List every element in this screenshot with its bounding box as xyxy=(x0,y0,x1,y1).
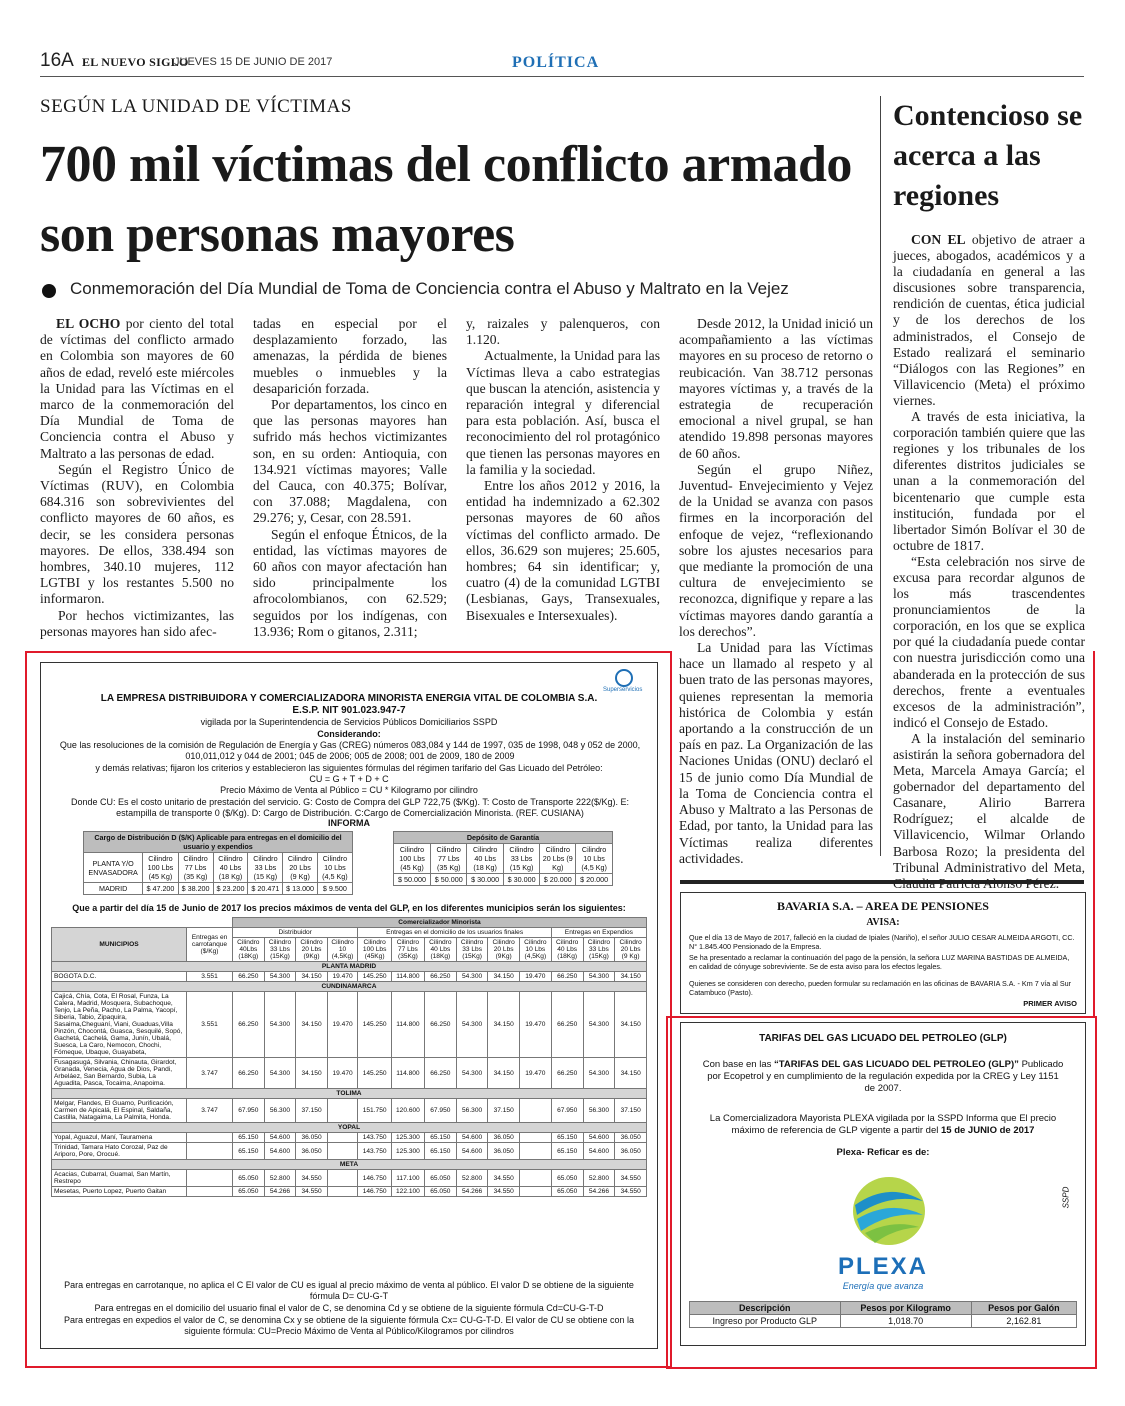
table-cell: 1,018.70 xyxy=(840,1315,971,1328)
plexa-p1b: “TARIFAS DEL GAS LICUADO DEL PETROLEO (GLP)” xyxy=(774,1059,1019,1070)
table-header: Cilindro 20 Lbs (9 Kg) xyxy=(540,844,576,874)
table-cell: 36.050 xyxy=(615,1133,647,1143)
table-cell: 34.550 xyxy=(296,1170,327,1187)
table-header: Cilindro 20 Lbs (9 Kg) xyxy=(283,853,317,883)
table-header: Cilindro 20 Lbs (9Kg) xyxy=(488,938,519,962)
distribuidor-header: Distribuidor xyxy=(233,928,358,938)
precios-intro: Que a partir del día 15 de Junio de 2017 los precios máximos de venta del GLP, en los diferentes municipios serán los siguientes: xyxy=(72,903,626,913)
table-cell: 143.750 xyxy=(358,1143,391,1160)
comercializador-header: Comercializador Minorista xyxy=(233,918,647,928)
table-cell: 66.250 xyxy=(424,972,456,982)
table-header: Cilindro 33 Lbs (15 Kg) xyxy=(248,853,283,883)
table-cell: 151.750 xyxy=(358,1099,391,1123)
table-header: Cilindro 10 (4,5Kg) xyxy=(327,938,358,962)
table-cell: 66.250 xyxy=(551,1058,583,1089)
table-header: Cilindro 100 Lbs (45Kg) xyxy=(358,938,391,962)
table-cell: $ 20.000 xyxy=(576,874,613,886)
cargo-title: Cargo de Distribución D ($/K) Aplicable para entregas en el domicilio del usuario y expendios xyxy=(84,832,353,853)
paragraph: A través de esta iniciativa, la corporación también quiere que las regiones y los tribunales de los diferentes distritos judiciales se unan a la conmemoración del bicentenario que cumple esta institución, fundada por el libertador Simón Bolívar el 30 de octubre de 1817. xyxy=(893,409,1085,553)
table-cell: $ 13.000 xyxy=(283,883,317,895)
table-header: Cilindro 20 Lbs (9Kg) xyxy=(296,938,327,962)
table-cell: 125.300 xyxy=(391,1143,424,1160)
notice-title: LA EMPRESA DISTRIBUIDORA Y COMERCIALIZADORA MINORISTA ENERGIA VITAL DE COLOMBIA S.A. xyxy=(100,693,598,704)
municipio-cell: Trinidad, Tamara Hato Corozal, Paz de Ariporo, Pore, Orocué. xyxy=(52,1143,187,1160)
paragraph: por ciento del total de víctimas del conflicto armado en Colombia son mayores de 60 años de edad, reveló este miércoles la Unidad para las Víctimas en el marco de la conmemoración del Día Mundial de Toma de Conciencia contra el Abuso y Maltrato a las personas de edad. xyxy=(40,316,234,461)
table-header: Cilindro 33 Lbs (15Kg) xyxy=(264,938,296,962)
table-cell: Ingreso por Producto GLP xyxy=(690,1315,841,1328)
plexa-p1c: Publicado por Ecopetrol y en cumplimiento de la regulación expedida por la CREG y Ley 1151 de 2007. xyxy=(707,1059,1064,1094)
municipio-cell: Fusagasugá, Silvania, Chinauta, Girardot, Granada, Venecia, Agua de Dios, Pandi, Arbeláez, San Bernardo, Subia, La Aguadita, Pasca, Tocaima, Anapoima. xyxy=(52,1058,187,1089)
table-cell: 36.050 xyxy=(296,1143,327,1160)
municipio-cell: Acacias, Cubarral, Guamal, San Martín, Restrepo xyxy=(52,1170,187,1187)
table-cell: 34.550 xyxy=(615,1187,647,1197)
table-cell: 34.150 xyxy=(488,992,519,1058)
table-cell: 54.300 xyxy=(456,992,488,1058)
plexa-refi: Plexa- Reficar es de: xyxy=(836,1147,930,1158)
plexa-brand: PLEXA xyxy=(837,1253,928,1280)
table-header: Cilindro 10 Lbs (4,5 Kg) xyxy=(576,844,613,874)
group-header: TOLIMA xyxy=(52,1089,647,1099)
notice-resolutions-2: y demás relativas; fijaron los criterios y establecieron las siguientes fórmulas del régimen tarifario del Gas Licuado del Petróleo: xyxy=(95,763,603,773)
table-cell: 54.300 xyxy=(583,972,615,982)
table-header: Cilindro 20 Lbs (9 Kg) xyxy=(615,938,647,962)
paragraph: Según el grupo Niñez, Juventud- Envejecimiento y Vejez de la Unidad se avanza con pasos firmes en la incorporación del enfoque de vejez, “reflexionando sobre los ajustes necesarios para que mediante la promoción de una cultura de envejecimiento se reconozca, dignifique y repare a las víctimas mayores dando garantía a los derechos”. xyxy=(679,461,873,639)
table-cell: 34.150 xyxy=(296,972,327,982)
notice-nit: E.S.P. NIT 901.023.947-7 xyxy=(292,705,406,716)
table-cell: 54.300 xyxy=(264,972,296,982)
group-header: PLANTA MADRID xyxy=(52,962,647,972)
notice-vigilada: vigilada por la Superintendencia de Servicios Públicos Domiciliarios SSPD xyxy=(200,717,498,727)
bullet-icon xyxy=(42,284,56,298)
bavaria-p3: Quienes se consideren con derecho, pueden formular su reclamación en las oficinas de BAVARIA S.A. - Km 7 vía al Sur Catambuco (Pasto). xyxy=(689,979,1072,997)
table-cell: $ 38.200 xyxy=(178,883,213,895)
table-cell: 19.470 xyxy=(519,1058,551,1089)
table-cell: 52.800 xyxy=(456,1170,488,1187)
article-column-2 xyxy=(253,316,447,640)
table-cell: 34.150 xyxy=(488,1058,519,1089)
table-cell: 37.150 xyxy=(296,1099,327,1123)
table-cell: 66.250 xyxy=(424,1058,456,1089)
table-header: Cilindro 33 Lbs (15Kg) xyxy=(456,938,488,962)
table-cell: 146.750 xyxy=(358,1187,391,1197)
bavaria-aviso: PRIMER AVISO xyxy=(1023,999,1077,1008)
plexa-p2b: 15 de JUNIO de 2017 xyxy=(941,1125,1035,1136)
superservicios-logo-text: Superservicios xyxy=(603,687,643,693)
table-cell: 65.150 xyxy=(424,1143,456,1160)
municipio-cell: Mesetas, Puerto Lopez, Puerto Gaitan xyxy=(52,1187,187,1197)
table-cell: 54.300 xyxy=(264,992,296,1058)
table-header: PLANTA Y/O ENVASADORA xyxy=(84,853,143,883)
table-header: Cilindro 77 Lbs (35Kg) xyxy=(391,938,424,962)
formula-cu: CU = G + T + D + C xyxy=(309,774,389,784)
paragraph: Entre los años 2012 y 2016, la entidad ha indemnizado a 62.302 personas mayores de 60 años víctimas del conflicto armado. De ellos, 36.629 son mujeres; 25.605, hombres; 64 sin identificar; y, cuatro (4) de la comunidad LGTBI (Lesbianas, Gays, Transexuales, Bisexuales e Intersexuales). xyxy=(466,478,660,623)
table-cell: 65.050 xyxy=(551,1170,583,1187)
expendios-header: Entregas en Expendios xyxy=(551,928,646,938)
group-header: YOPAL xyxy=(52,1123,647,1133)
article-column-3 xyxy=(466,316,660,624)
table-cell: 67.950 xyxy=(424,1099,456,1123)
table-cell: 66.250 xyxy=(233,972,265,982)
domicilio-header: Entregas en el domicilio de los usuarios finales xyxy=(358,928,551,938)
table-cell: 146.750 xyxy=(358,1170,391,1187)
notice-informa: INFORMA xyxy=(328,818,370,828)
paragraph: Actualmente, la Unidad para las Víctimas lleva a cabo estrategias que buscan la atención, asistencia y reparación integral y diferencial para esta población. Así, busca el reconocimiento del rol protagónico que tienen las personas mayores en la familia y la sociedad. xyxy=(466,348,660,477)
table-cell: 54.600 xyxy=(456,1143,488,1160)
table-cell: 34.550 xyxy=(296,1187,327,1197)
table-cell: 2,162.81 xyxy=(971,1315,1076,1328)
carrotanque-header: Entregas en carrotanque ($/Kg) xyxy=(187,928,233,962)
table-cell: 34.150 xyxy=(488,972,519,982)
municipio-cell: Melgar, Flandes, El Guamo, Purificación, Carmen de Apicalá, El Espinal, Saldaña, Castilla, Natagaima, La Palmita, Honda. xyxy=(52,1099,187,1123)
table-cell: 120.600 xyxy=(391,1099,424,1123)
table-cell: $ 30.000 xyxy=(467,874,503,886)
table-cell: $ 23.200 xyxy=(213,883,248,895)
footnote-domicilio: Para entregas en el domicilio del usuario final el valor de C, se denomina Cd y se obtiene de la siguiente fórmula Cd=CU-G-T-D xyxy=(94,1303,604,1313)
table-cell: 54.600 xyxy=(456,1133,488,1143)
paragraph: A la instalación del seminario asistirán la señora gobernadora del Meta, Marcela Amaya García; el gobernador del departamento del Casanare, Alirio Barrera Rodríguez; el alcalde de Villavicencio, Wilmar Orlando Barbosa Rozo; la presidenta del Tribunal Administrativo del Meta, xyxy=(893,730,1085,875)
group-header: META xyxy=(52,1160,647,1170)
table-header: Pesos por Galón xyxy=(971,1302,1076,1315)
table-cell: 125.300 xyxy=(391,1133,424,1143)
table-header: Cilindro 33 Lbs (15Kg) xyxy=(583,938,615,962)
table-cell: 65.150 xyxy=(551,1143,583,1160)
table-cell: 34.550 xyxy=(488,1170,519,1187)
table-cell: 54.600 xyxy=(583,1143,615,1160)
paragraph: tadas en especial por el desplazamiento forzado, las amenazas, la pérdida de bienes muebles o inmuebles y la desaparición forzada. xyxy=(253,316,447,396)
table-cell: 19.470 xyxy=(519,992,551,1058)
paragraph: Por departamentos, los cinco en que las personas mayores han sufrido más hechos victimizantes son, en su orden: Antioquia, con 134.921 víctimas mayores; Valle del Cauca, con 40.375; Bolívar, con 37.088; Magdalena, con 29.276; y, Cesar, con 28.591. xyxy=(253,397,447,526)
table-cell: 36.050 xyxy=(488,1143,519,1160)
table-cell: 66.250 xyxy=(424,992,456,1058)
paragraph: Por hechos victimizantes, las personas mayores han sido afec- xyxy=(40,607,234,639)
highlight-outline xyxy=(666,1016,1097,1369)
table-cell: 54.266 xyxy=(264,1187,296,1197)
formula-definitions: Donde CU: Es el costo unitario de prestación del servicio. G: Costo de Compra del GLP 722,75 ($/Kg). T: Costo de Transporte 222($/Kg). E: estampilla de transporte 0 ($/Kg). D: Cargo de Distribución. C:Cargo de Comercialización Minorista. (REF. CUSIANA) xyxy=(71,797,629,818)
lead-in: EL OCHO xyxy=(56,316,121,331)
table-cell: $ 30.000 xyxy=(503,874,539,886)
article-column-1 xyxy=(40,316,234,640)
table-header: Cilindro 40 Lbs (18 Kg) xyxy=(467,844,503,874)
table-cell: 56.300 xyxy=(583,1099,615,1123)
table-cell: 37.150 xyxy=(488,1099,519,1123)
table-cell: $ 50.000 xyxy=(431,874,467,886)
table-header: Cilindro 10 Lbs (4,5 Kg) xyxy=(317,853,352,883)
table-cell: 34.550 xyxy=(615,1170,647,1187)
table-cell: 65.050 xyxy=(233,1187,265,1197)
municipios-header: MUNICIPIOS xyxy=(52,928,187,962)
footnote-carrotanque: Para entregas en carrotanque, no aplica el C El valor de CU es igual al precio máximo de venta al público. El valor D se obtiene de la siguiente fórmula D= CU-G-T xyxy=(64,1280,634,1301)
table-cell: MADRID xyxy=(84,883,143,895)
page-number: 16A xyxy=(40,50,74,71)
table-cell: 36.050 xyxy=(488,1133,519,1143)
notice-resolutions: Que las resoluciones de la comisión de Regulación de Energía y Gas (CREG) números 083,084 y 144 de 1997, 035 de 1998, 048 y 052 de 2000, 010,011,012 y 044 de 2001; 045 de 2006; 005 de 2008; 001 de 2009, 180 de 2009 xyxy=(59,740,641,761)
municipio-cell: Yopal, Aguazul, Maní, Tauramena xyxy=(52,1133,187,1143)
table-cell: 65.050 xyxy=(424,1187,456,1197)
table-cell: 54.266 xyxy=(456,1187,488,1197)
bavaria-p2: Se ha presentado a reclamar la continuación del pago de la pensión, la señora LUZ MARINA BASTIDAS DE ALMEIDA, en calidad de cónyuge sobreviviente. Se de esta aviso para los efectos legales. xyxy=(689,953,1070,971)
table-cell: 54.300 xyxy=(456,1058,488,1089)
highlight-outline xyxy=(25,651,672,1368)
header-divider xyxy=(40,76,1084,77)
municipio-cell: BOGOTA D.C. xyxy=(52,972,187,982)
table-header: Cilindro 40 Lbs (18 Kg) xyxy=(213,853,248,883)
bavaria-p1: Que el día 13 de Mayo de 2017, falleció en la ciudad de Ipiales (Nariño), el señor JULIO CESAR ALMEIDA ARGOTI, CC. N° 1.845.400 Pensionado de la Empresa. xyxy=(689,933,1075,951)
table-cell: 54.300 xyxy=(583,1058,615,1089)
table-cell: 65.150 xyxy=(233,1133,265,1143)
table-cell: 36.050 xyxy=(296,1133,327,1143)
paragraph: La Unidad para las Víctimas hace un llamado al respeto y al buen trato de las personas mayores, quienes representan la memoria histórica de Colombia y están aportando a la construcción de un país en paz. La Organización de las Naciones Unidas (ONU) declaró el 15 de junio como Día Mundial de la Toma de Conciencia contra el Abuso y Maltrato a las Personas de Edad, por tanto, la Unidad para las Víctimas realiza diferentes actividades. xyxy=(679,640,873,866)
table-cell: 56.300 xyxy=(456,1099,488,1123)
bavaria-avisa: AVISA: xyxy=(866,917,900,928)
article-kicker: SEGÚN LA UNIDAD DE VÍCTIMAS xyxy=(40,96,352,117)
table-cell: 54.600 xyxy=(264,1143,296,1160)
table-cell: 19.470 xyxy=(519,972,551,982)
table-cell: 65.050 xyxy=(233,1170,265,1187)
table-cell: 19.470 xyxy=(327,972,358,982)
sspd-mark: SSPD xyxy=(1061,1186,1071,1209)
table-cell: 67.950 xyxy=(233,1099,265,1123)
table-cell: 66.250 xyxy=(551,992,583,1058)
table-cell: 66.250 xyxy=(551,972,583,982)
table-cell: 3.551 xyxy=(187,972,233,982)
deposito-title: Depósito de Garantía xyxy=(394,832,613,844)
bavaria-title: BAVARIA S.A. – AREA DE PENSIONES xyxy=(777,899,989,913)
table-header: Cilindro 40 Lbs (18Kg) xyxy=(551,938,583,962)
paragraph: Desde 2012, la Unidad inició un acompañamiento a las víctimas mayores en su proceso de retorno o reubicación. Van 38.712 personas mayores víctimas y, a través de la estrategia de recuperación emocional a nivel grupal, se han atendido 19.898 personas mayores de 60 años. xyxy=(679,316,873,461)
table-header: Cilindro 10 Lbs (4,5Kg) xyxy=(519,938,551,962)
table-cell: $ 9.500 xyxy=(317,883,352,895)
table-cell: 52.800 xyxy=(583,1170,615,1187)
table-cell: $ 50.000 xyxy=(394,874,431,886)
table-cell: 145.250 xyxy=(358,992,391,1058)
table-cell: 145.250 xyxy=(358,972,391,982)
newspaper-name: EL NUEVO SIGLO xyxy=(82,55,189,69)
table-cell: 3.747 xyxy=(187,1099,233,1123)
table-cell: 54.300 xyxy=(264,1058,296,1089)
formula-precio: Precio Máximo de Venta al Público = CU * Kilogramo por cilindro xyxy=(220,785,478,795)
table-cell: 34.150 xyxy=(615,1058,647,1089)
sidebar-headline: Contencioso se acerca a las regiones xyxy=(893,99,1083,212)
plexa-title: TARIFAS DEL GAS LICUADO DEL PETROLEO (GLP) xyxy=(759,1033,1007,1044)
table-cell: 19.470 xyxy=(327,1058,358,1089)
table-header: Descripción xyxy=(690,1302,841,1315)
table-cell: 145.250 xyxy=(358,1058,391,1089)
section-name: POLÍTICA xyxy=(512,54,600,71)
table-header: Pesos por Kilogramo xyxy=(840,1302,971,1315)
table-header: Cilindro 77 Lbs (35 Kg) xyxy=(178,853,213,883)
table-cell: 54.600 xyxy=(264,1133,296,1143)
table-cell: 54.300 xyxy=(456,972,488,982)
table-cell: 122.100 xyxy=(391,1187,424,1197)
plexa-tagline: Energía que avanza xyxy=(842,1281,924,1291)
table-cell: 54.266 xyxy=(583,1187,615,1197)
footnote-expendios: Para entregas en expedios el valor de C, se denomina Cx y se obtiene de la siguiente fórmula Cx= CU-G-T-D. El valor de CU se obtiene con la siguiente fórmula: CU=Precio Máximo de Venta al Público/Kilogramos por cilindros xyxy=(63,1315,635,1336)
table-cell: 117.100 xyxy=(391,1170,424,1187)
article-headline: 700 mil víctimas del conflicto armado son personas mayores xyxy=(40,136,852,263)
table-cell: 34.150 xyxy=(296,992,327,1058)
table-cell: 54.600 xyxy=(583,1133,615,1143)
paragraph: Según el Registro Único de Víctimas (RUV), en Colombia 684.316 son sobrevivientes del conflicto mayores de 60 años, es decir, se les considera personas mayores. De ellos, 338.494 son hombres, 340.10 mujeres, 112 LGTBI y los restantes 5.500 no informaron. xyxy=(40,461,234,607)
municipio-cell: Cajicá, Chía, Cota, El Rosal, Funza, La Calera, Madrid, Mosquera, Subachoque, Tenjo, La Peña, Pacho, La Palma, Yacopí, Siberia, Tabio, Zipaquira, Sasaima,Cheguaní, Viani, Guaduas,Villa Pinzón, Chocontá, Guasca, Sesquilé, Sopó, Gachetá, Cachelá, Gama, Junín, Ubalá, Suesca, La Caro, Nemocon, Chochi, Fómeque, Ubaque, Guayabeta, xyxy=(52,992,187,1058)
table-cell: 65.050 xyxy=(551,1187,583,1197)
table-cell: 36.050 xyxy=(615,1143,647,1160)
group-header: CUNDINAMARCA xyxy=(52,982,647,992)
issue-date: JUEVES 15 DE JUNIO DE 2017 xyxy=(174,56,333,68)
table-header: Cilindro 100 Lbs (45 Kg) xyxy=(394,844,431,874)
table-cell: 34.150 xyxy=(615,992,647,1058)
table-cell: 65.150 xyxy=(551,1133,583,1143)
table-header: Cilindro 100 Lbs (45 Kg) xyxy=(143,853,178,883)
table-cell: 114.800 xyxy=(391,1058,424,1089)
table-cell: 19.470 xyxy=(327,992,358,1058)
table-cell: 143.750 xyxy=(358,1133,391,1143)
table-cell: 34.550 xyxy=(488,1187,519,1197)
table-header: Cilindro 40 Lbs (18Kg) xyxy=(424,938,456,962)
table-cell: 66.250 xyxy=(233,1058,265,1089)
table-cell: 3.551 xyxy=(187,992,233,1058)
paragraph: “Esta celebración nos sirve de excusa para recordar algunos de los más trascendentes pronunciamientos de la corporación, en los que se explica por qué la ciudadanía puede contar con nuestra jurisdicción como una abanderada en la protección de sus derechos, frente a eventuales excesos de la administración”, indicó el Consejo de Estado. xyxy=(893,553,1085,730)
table-cell: $ 47.200 xyxy=(143,883,178,895)
table-header: Cilindro 33 Lbs (15 Kg) xyxy=(503,844,539,874)
table-cell: 34.150 xyxy=(615,972,647,982)
paragraph: y, raizales y palenqueros, con 1.120. xyxy=(466,316,660,348)
lead-in: CON EL xyxy=(911,232,966,247)
table-header: Cilindro 40Lbs (18Kg) xyxy=(233,938,265,962)
table-cell: 65.150 xyxy=(424,1133,456,1143)
paragraph: Según el enfoque Étnicos, de la entidad, las víctimas mayores de 60 años con mayor afectación han sido principalmente los afrocolombianos, con 62.529; seguidos por los indígenas, con 13.936; Rom o gitanos, 2.311; xyxy=(253,526,447,639)
table-cell: 114.800 xyxy=(391,992,424,1058)
table-cell: $ 20.471 xyxy=(248,883,283,895)
article-subhead: Conmemoración del Día Mundial de Toma de Conciencia contra el Abuso y Maltrato en la Vejez xyxy=(70,279,789,298)
table-cell: 54.300 xyxy=(583,992,615,1058)
table-cell: 56.300 xyxy=(264,1099,296,1123)
paragraph: objetivo de atraer a jueces, abogados, académicos y a la ciudadanía en general a las discusiones sobre transparencia, rendición de cuentas, ética judicial y de los derechos de los administrados, el Consejo de Estado realizará el seminario “Diálogos con las Regiones” en Villavicencio (Meta) el próximo viernes. xyxy=(893,232,1085,408)
table-cell: 65.050 xyxy=(424,1170,456,1187)
plexa-p2a: La Comercializadora Mayorista PLEXA vigilada por la SSPD Informa que El precio máximo de referencia de GLP vigente a partir del xyxy=(709,1113,1057,1136)
table-header: Cilindro 77 Lbs (35 Kg) xyxy=(431,844,467,874)
table-cell: 65.150 xyxy=(233,1143,265,1160)
table-cell: 66.250 xyxy=(233,992,265,1058)
highlight-outline xyxy=(666,651,1095,1016)
table-cell: 67.950 xyxy=(551,1099,583,1123)
table-cell: 114.800 xyxy=(391,972,424,982)
table-cell: 34.150 xyxy=(296,1058,327,1089)
table-cell: $ 20.000 xyxy=(540,874,576,886)
table-cell: 3.747 xyxy=(187,1058,233,1089)
table-cell: 37.150 xyxy=(615,1099,647,1123)
table-cell: 52.800 xyxy=(264,1170,296,1187)
plexa-p1a: Con base en las xyxy=(702,1059,772,1070)
notice-considerando: Considerando: xyxy=(317,729,381,739)
